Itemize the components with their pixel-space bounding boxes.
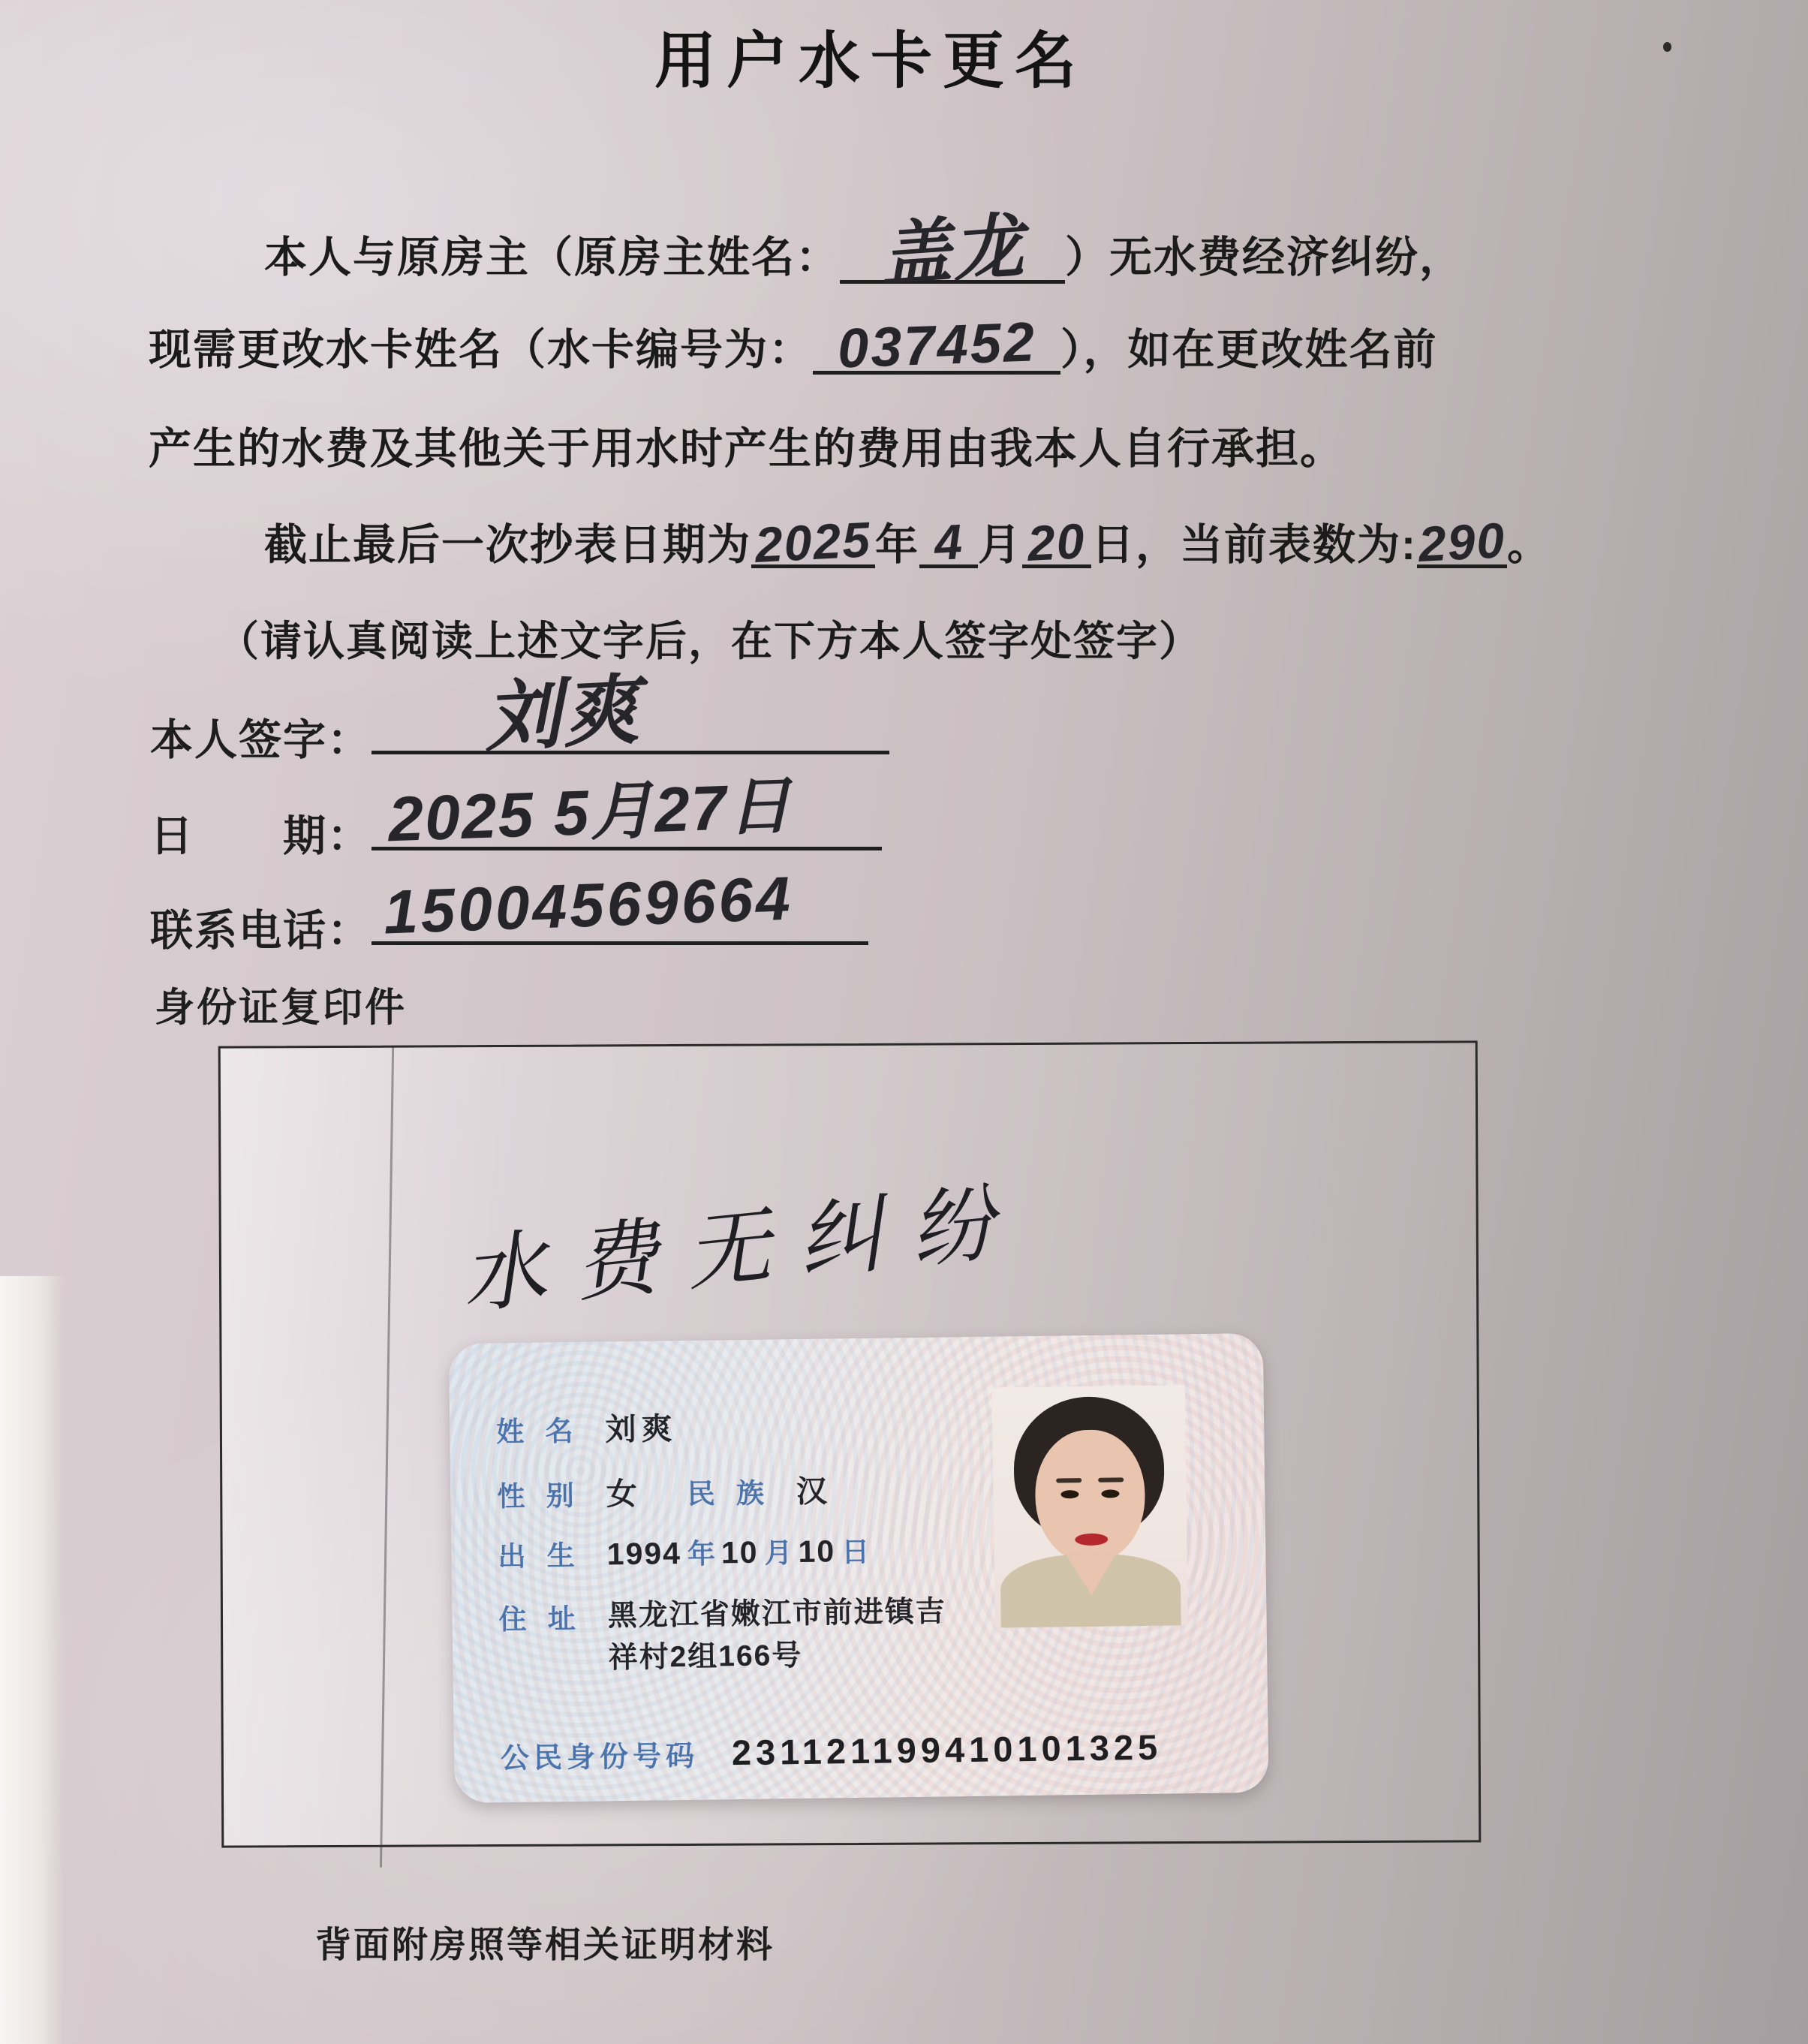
card-address-row (498, 1591, 947, 1681)
card-ethnicity-label: 民 族 (687, 1477, 772, 1510)
page-title: 用户水卡更名 (654, 27, 1087, 95)
card-id-number-row (501, 1726, 1163, 1777)
signature-line (372, 667, 889, 761)
card-name-row (496, 1404, 678, 1450)
handwritten-signature: 刘爽 (482, 667, 643, 761)
year-unit: 年 (875, 521, 919, 569)
address-line-1: 黑龙江省嫩江市前进镇吉 (607, 1595, 947, 1633)
card-id-number-value: 231121199410101325 (731, 1726, 1163, 1773)
card-name-label: 姓 名 (496, 1415, 580, 1448)
card-gender-value: 女 (606, 1476, 642, 1512)
card-ethnicity-value: 汉 (796, 1474, 833, 1510)
id-card (449, 1333, 1269, 1803)
line1-suffix: ）无水费经济纠纷， (1065, 233, 1464, 281)
handwritten-month: 4 (932, 513, 965, 570)
date-line (372, 769, 882, 855)
birth-day: 10 (798, 1534, 836, 1570)
paragraph-line-2 (149, 310, 1438, 380)
handwritten-note: 水费无纠纷 (457, 1173, 1027, 1323)
backing-sheet-edge (380, 1046, 394, 1868)
reading-day-blank (1022, 513, 1091, 571)
line1-prefix: 本人与原房主（原房主姓名： (264, 233, 840, 281)
card-gender-label: 性 别 (497, 1480, 581, 1513)
id-copy-box (218, 1040, 1482, 1847)
meter-reading-blank (1417, 512, 1507, 572)
signature-label: 本人签字： (150, 716, 372, 764)
month-unit: 月 (978, 521, 1022, 569)
photo-left-eyebrow (1056, 1478, 1081, 1483)
water-card-number-blank (813, 310, 1060, 380)
reading-month-blank (919, 513, 978, 570)
birth-year: 1994 (606, 1536, 682, 1572)
photo-right-eyebrow (1098, 1477, 1124, 1482)
card-address-label: 住 址 (498, 1603, 583, 1636)
handwritten-former-owner-name: 盖龙 (877, 206, 1027, 295)
phone-row (150, 864, 868, 958)
paragraph-line-3: 产生的水费及其他关于用水时产生的费用由我本人自行承担。 (149, 425, 1344, 473)
handwritten-card-number: 037452 (836, 310, 1037, 380)
handwritten-date: 2025 5月27日 (387, 769, 794, 855)
handwritten-year: 2025 (754, 511, 873, 573)
date-label: 日 期： (150, 812, 372, 860)
handwritten-meter-reading: 290 (1417, 512, 1507, 572)
address-line-2: 祥村2组166号 (608, 1639, 803, 1675)
handwritten-day: 20 (1026, 513, 1088, 571)
birth-month: 10 (720, 1534, 759, 1570)
paragraph-line-1 (264, 206, 1464, 295)
date-row (150, 769, 882, 863)
portrait-photo (992, 1385, 1188, 1627)
former-owner-name-blank (840, 206, 1065, 295)
paragraph-line-4 (264, 510, 1551, 572)
read-before-sign-notice: （请认真阅读上述文字后，在下方本人签字处签字） (218, 618, 1202, 664)
birth-day-unit: 日 (841, 1536, 870, 1568)
line4-prefix: 截止最后一次抄表日期为 (264, 521, 751, 569)
card-id-number-label: 公民身份号码 (500, 1740, 699, 1775)
line2-prefix: 现需更改水卡姓名（水卡编号为： (149, 326, 813, 374)
card-name-value: 刘爽 (605, 1411, 678, 1447)
scan-edge-highlight (0, 1276, 65, 2044)
birth-month-unit: 月 (764, 1537, 793, 1569)
card-birth-row (498, 1529, 875, 1575)
id-copy-heading: 身份证复印件 (155, 986, 407, 1030)
card-address-value (607, 1591, 946, 1679)
birth-year-unit: 年 (687, 1538, 716, 1570)
card-birth-label: 出 生 (498, 1540, 582, 1573)
footer-note: 背面附房照等相关证明材料 (315, 1925, 775, 1965)
reading-year-blank (751, 511, 875, 573)
line2-suffix: ），如在更改姓名前 (1060, 326, 1438, 374)
phone-label: 联系电话： (150, 907, 372, 955)
line4-period: 。 (1506, 521, 1551, 569)
line4-day-suffix: 日，当前表数为: (1091, 521, 1417, 569)
phone-line (372, 864, 868, 947)
handwritten-phone: 15004569664 (382, 864, 795, 947)
card-gender-row (497, 1466, 832, 1515)
